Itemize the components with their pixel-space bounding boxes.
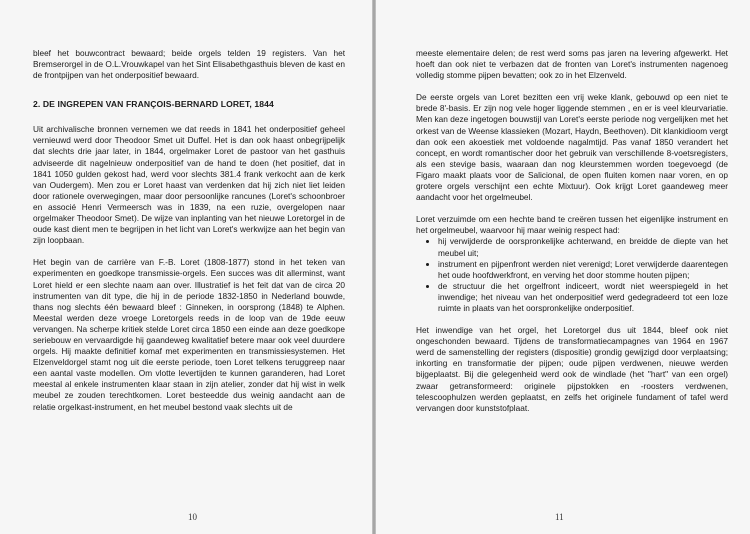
bullet-list (416, 236, 728, 314)
section-heading: 2. DE INGREPEN VAN FRANÇOIS-BERNARD LORET, 1844 (33, 99, 274, 110)
right-paragraph-3: Loret verzuimde om een hechte band te creëren tussen het eigenlijke instrument en het orgelmeubel, waarvoor hij maar weinig respect had: (416, 214, 728, 236)
right-text-block (416, 48, 728, 414)
left-paragraph-2: Uit archivalische bronnen vernemen we dat reeds in 1841 het onderpositief geheel vernieuwd werd door Theodoor Smet uit Duffel. Het is dan ook haast onbegrijpelijk dat slechts drie jaar later, in 1844, orgelmaker Loret de pastoor van het gasthuis adviseerde dit nagelnieuw onderpositief van de hand te doen (het positief, dat in 1841 1050 gulden gekost had, werd voor slechts 381.4 frank verkocht aan de kerk van Oudergem). Men zou er Loret haast van verdenken dat hij zich niet liet leiden door rationele overwegingen, maar door persoonlijke rancunes (Loret's schoonbroer en associé Henri Vermeersch was in 1839, na een ruzie, overgelopen naar orgelmaker Theodoor Smet). De wijze van inplanting van het nieuwe Loretorgel in de oude kast dient men te begrijpen in het licht van Loret's werkwijze aan het begin van zijn loopbaan. (33, 124, 345, 246)
bullet-item: • instrument en pijpenfront werden niet verenigd; Loret verwijderde daarentegen het oude hoofdwerkfront, en verving het door stomme houten pijpen; (438, 259, 728, 281)
left-text-block (33, 48, 345, 413)
bullet-item: • de structuur die het orgelfront indiceert, wordt niet weerspiegeld in het inwendige; het niveau van het onderpositief werd gedegradeerd tot een loze ruimte in plaats van het oorspronkelijke onderpositief. (438, 281, 728, 314)
right-paragraph-1: meeste elementaire delen; de rest werd soms pas jaren na levering afgewerkt. Het hoeft dan ook niet te verbazen dat de fronten van Loret's instrumenten nagenoeg volledig stomme pijpen bevatten; ook zo in het Elzenveld. (416, 48, 728, 81)
left-paragraph-3: Het begin van de carrière van F.-B. Loret (1808-1877) stond in het teken van experimenten en goedkope transmissie-orgels. Een succes was dit allerminst, want Loret hield er een slechte naam aan over. Illustratief is het feit dat van de circa 20 instrumenten van dit type, die hij in de periode 1832-1850 in Nederland bouwde, thans nog slechts één bewaard bleef : Ginneken, in oorsprong (1848) te Alphen. Meestal werden deze vroege Loretorgels reeds in de loop van de 19de eeuw vervangen. Na scherpe kritiek stelde Loret circa 1850 een einde aan deze goedkope seriebouw en vervaardigde hij gaandeweg kwalitatief betere maar ook veel duurdere orgels. Hij maakte definitief komaf met experimenten en transmissiesystemen. Het Elzenveldorgel stamt nog uit die eerste periode, toen Loret telkens teruggreep naar een aantal vaste modellen. Om vlotte levertijden te kunnen garanderen, had Loret meestal al enkele instrumenten klaar staan in zijn atelier, zonder dat hij wist in welk meubel ze zouden terechtkomen. Loret besteedde dus weinig aandacht aan de relatie orgelkast-instrument, en het meubel bestond vaak slechts uit de (33, 257, 345, 412)
page-number-right: 11 (555, 512, 564, 522)
left-page (0, 0, 372, 534)
left-paragraph-1: bleef het bouwcontract bewaard; beide orgels telden 19 registers. Van het Bremserorgel in de O.L.Vrouwkapel van het Sint Elisabethgasthuis bleven de kast en de frontpijpen van het onderpositief bewaard. (33, 48, 345, 81)
bullet-item: • hij verwijderde de oorspronkelijke achterwand, en breidde de diepte van het meubel uit; (438, 236, 728, 258)
right-paragraph-2: De eerste orgels van Loret bezitten een vrij weke klank, gebouwd op een niet te brede 8'-basis. Er zijn nog vele hoger liggende stemmen , en er is veel kleurvariatie. Men kan deze ingetogen bouwstijl van Loret's eerste periode nog vergelijken met het orkest van de Weense klassieken (Mozart, Haydn, Beethoven). Dit klankidioom vergt dan ook een akoestiek met voldoende nagalmtijd. Pas vanaf 1850 verandert het concept, en wordt romantischer door het gebruik van verschillende 8-voetsregisters, als een stevige basis, waaraan dan nog kleurstemmen worden toegevoegd (de Figaro maakt plaats voor de Salicional, de open fluiten komen naar voren, en op grotere orgels verschijnt een echte Mixtuur). Ook krijgt Loret gaandeweg meer aandacht voor het orgelmeubel. (416, 92, 728, 203)
page-number-left: 10 (188, 512, 197, 522)
right-paragraph-4: Het inwendige van het orgel, het Loretorgel dus uit 1844, bleef ook niet ongeschonden bewaard. Tijdens de transformatiecampagnes van 1964 en 1967 werd de samenstelling der registers (dispositie) grondig gewijzigd door verplaatsing; inkorting en transformatie der pijpen; oude pijpen verdwenen, nieuwe werden bijgeplaatst. Bij die gelegenheid werd ook de windlade (het "hart" van een orgel) zwaar getransformeerd: originele pijpstokken en -roosters verdwenen, telescoophulzen werden geplaatst, en zelfs het originele fundament of tafel werd vervangen door kunststofplaat. (416, 325, 728, 413)
right-page (376, 0, 750, 534)
